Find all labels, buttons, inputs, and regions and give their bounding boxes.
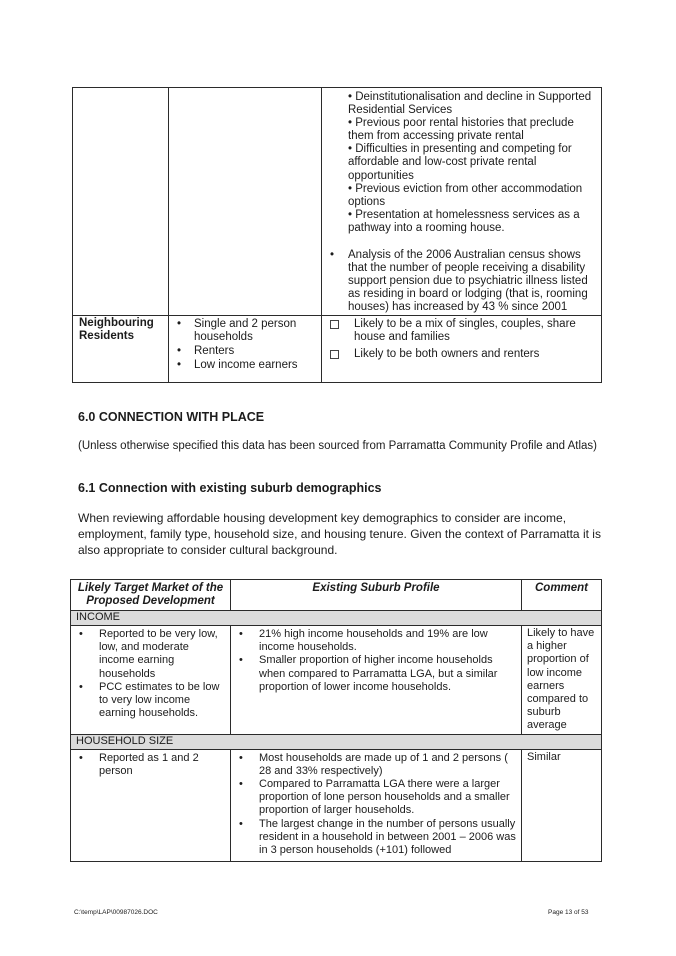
bullet-icon: • — [177, 317, 182, 330]
list-item: • Low income earners — [177, 358, 298, 371]
household-target-cell — [71, 749, 231, 862]
header-row — [71, 580, 602, 611]
bullet-icon: • — [330, 249, 335, 262]
income-profile-list — [231, 626, 521, 698]
bullet-icon: • — [79, 628, 83, 640]
checkbox-icon — [330, 350, 339, 359]
list-item: • Reported as 1 and 2 person — [79, 751, 199, 777]
income-comment: Likely to have a higher proportion of low income earners compared to suburb average — [522, 626, 602, 735]
characteristics-cell-empty — [169, 88, 322, 316]
section-label: INCOME — [71, 611, 602, 626]
bullet-icon: • — [79, 680, 83, 693]
table-row — [71, 626, 602, 735]
list-item: • Previous poor rental histories that preclude them from accessing private rental — [348, 117, 574, 143]
section-row-income — [71, 611, 602, 626]
demographics-table — [70, 579, 602, 862]
bullet-icon: • — [239, 654, 243, 667]
section-heading: 6.0 CONNECTION WITH PLACE — [78, 410, 265, 424]
intro-paragraph: When reviewing affordable housing development key demographics to consider are income, employment, family type, household size, and housing tenure. Given the context of Parramatta it is also appropriate to consider cultural background. — [78, 511, 601, 557]
income-profile-cell — [231, 626, 522, 735]
neighbouring-label: Neighbouring Residents — [73, 315, 169, 382]
income-target-list — [71, 626, 230, 724]
table-row — [73, 315, 602, 382]
list-item: Likely to be a mix of singles, couples, share house and families — [326, 318, 597, 344]
bullet-icon: • — [239, 628, 243, 640]
footer-page-number: Page 13 of 53 — [548, 909, 589, 916]
household-comment: Similar — [522, 749, 602, 862]
group-cell-empty — [73, 88, 169, 316]
list-item: • Smaller proportion of higher income households when compared to Parramatta LGA, but a similar proportion of lower income households. — [239, 654, 498, 693]
neighbouring-characteristics — [169, 315, 322, 382]
header-suburb-profile: Existing Suburb Profile — [231, 580, 522, 611]
footer-file-path: C:\temp\LAP\00987026.DOC — [74, 909, 158, 916]
bullet-icon: • — [177, 344, 182, 357]
checkbox-icon — [330, 320, 339, 329]
subsection-heading: 6.1 Connection with existing suburb demographics — [78, 481, 382, 495]
list-item: • Deinstitutionalisation and decline in Supported Residential Services — [348, 91, 592, 117]
bullet-icon: • — [239, 778, 243, 791]
bullet-icon: • — [79, 751, 83, 764]
section-label: HOUSEHOLD SIZE — [71, 734, 602, 749]
list-item: • Previous eviction from other accommodation options — [348, 182, 583, 208]
bullet-icon: • — [177, 358, 182, 371]
header-comment: Comment — [522, 580, 602, 611]
list-item: • Presentation at homelessness services as a pathway into a rooming house. — [348, 208, 580, 234]
continuation-list — [322, 88, 601, 235]
list-item: • The largest change in the number of persons usually resident in a household in between 2001 – 2006 was in 3 person households (+101) followed — [239, 817, 516, 857]
target-groups-table — [72, 87, 602, 383]
census-text: Analysis of the 2006 Australian census shows that the number of people receiving a disability support pension due to psychiatric illness listed as residing in board or lodging (that is, rooming houses) has increased by 43 % since 2001 — [348, 249, 588, 314]
needs-cell — [322, 88, 602, 316]
bullet-icon: • — [239, 751, 243, 764]
household-target-list — [71, 750, 230, 782]
table-row — [71, 749, 602, 862]
characteristics-list — [169, 316, 321, 377]
list-item: • 21% high income households and 19% are low income households. — [239, 628, 488, 654]
bullet-icon: • — [239, 817, 243, 830]
census-bullet — [322, 235, 601, 314]
list-item: • Difficulties in presenting and competing for affordable and low-cost private rental opportunities — [348, 143, 572, 182]
source-note: (Unless otherwise specified this data has been sourced from Parramatta Community Profile and Atlas) — [78, 440, 598, 452]
neighbouring-needs — [322, 315, 602, 382]
list-item: • Most households are made up of 1 and 2 persons ( 28 and 33% respectively) — [239, 751, 508, 777]
table-row — [73, 88, 602, 316]
section-row-household-size — [71, 734, 602, 749]
list-item: • Compared to Parramatta LGA there were a larger proportion of lone person households and a smaller proportion of larger households. — [239, 778, 510, 817]
list-item: • PCC estimates to be low to very low income earning households. — [79, 680, 220, 720]
header-target-market: Likely Target Market of the Proposed Development — [71, 580, 231, 611]
list-item: • Reported to be very low, low, and moderate income earning households — [79, 628, 218, 680]
list-item: Likely to be both owners and renters — [326, 348, 597, 361]
household-profile-cell — [231, 749, 522, 862]
household-profile-list — [231, 750, 521, 862]
list-item: • Renters — [177, 344, 235, 357]
income-target-cell — [71, 626, 231, 735]
list-item: • Single and 2 person households — [177, 317, 297, 343]
checkbox-list — [322, 316, 601, 361]
